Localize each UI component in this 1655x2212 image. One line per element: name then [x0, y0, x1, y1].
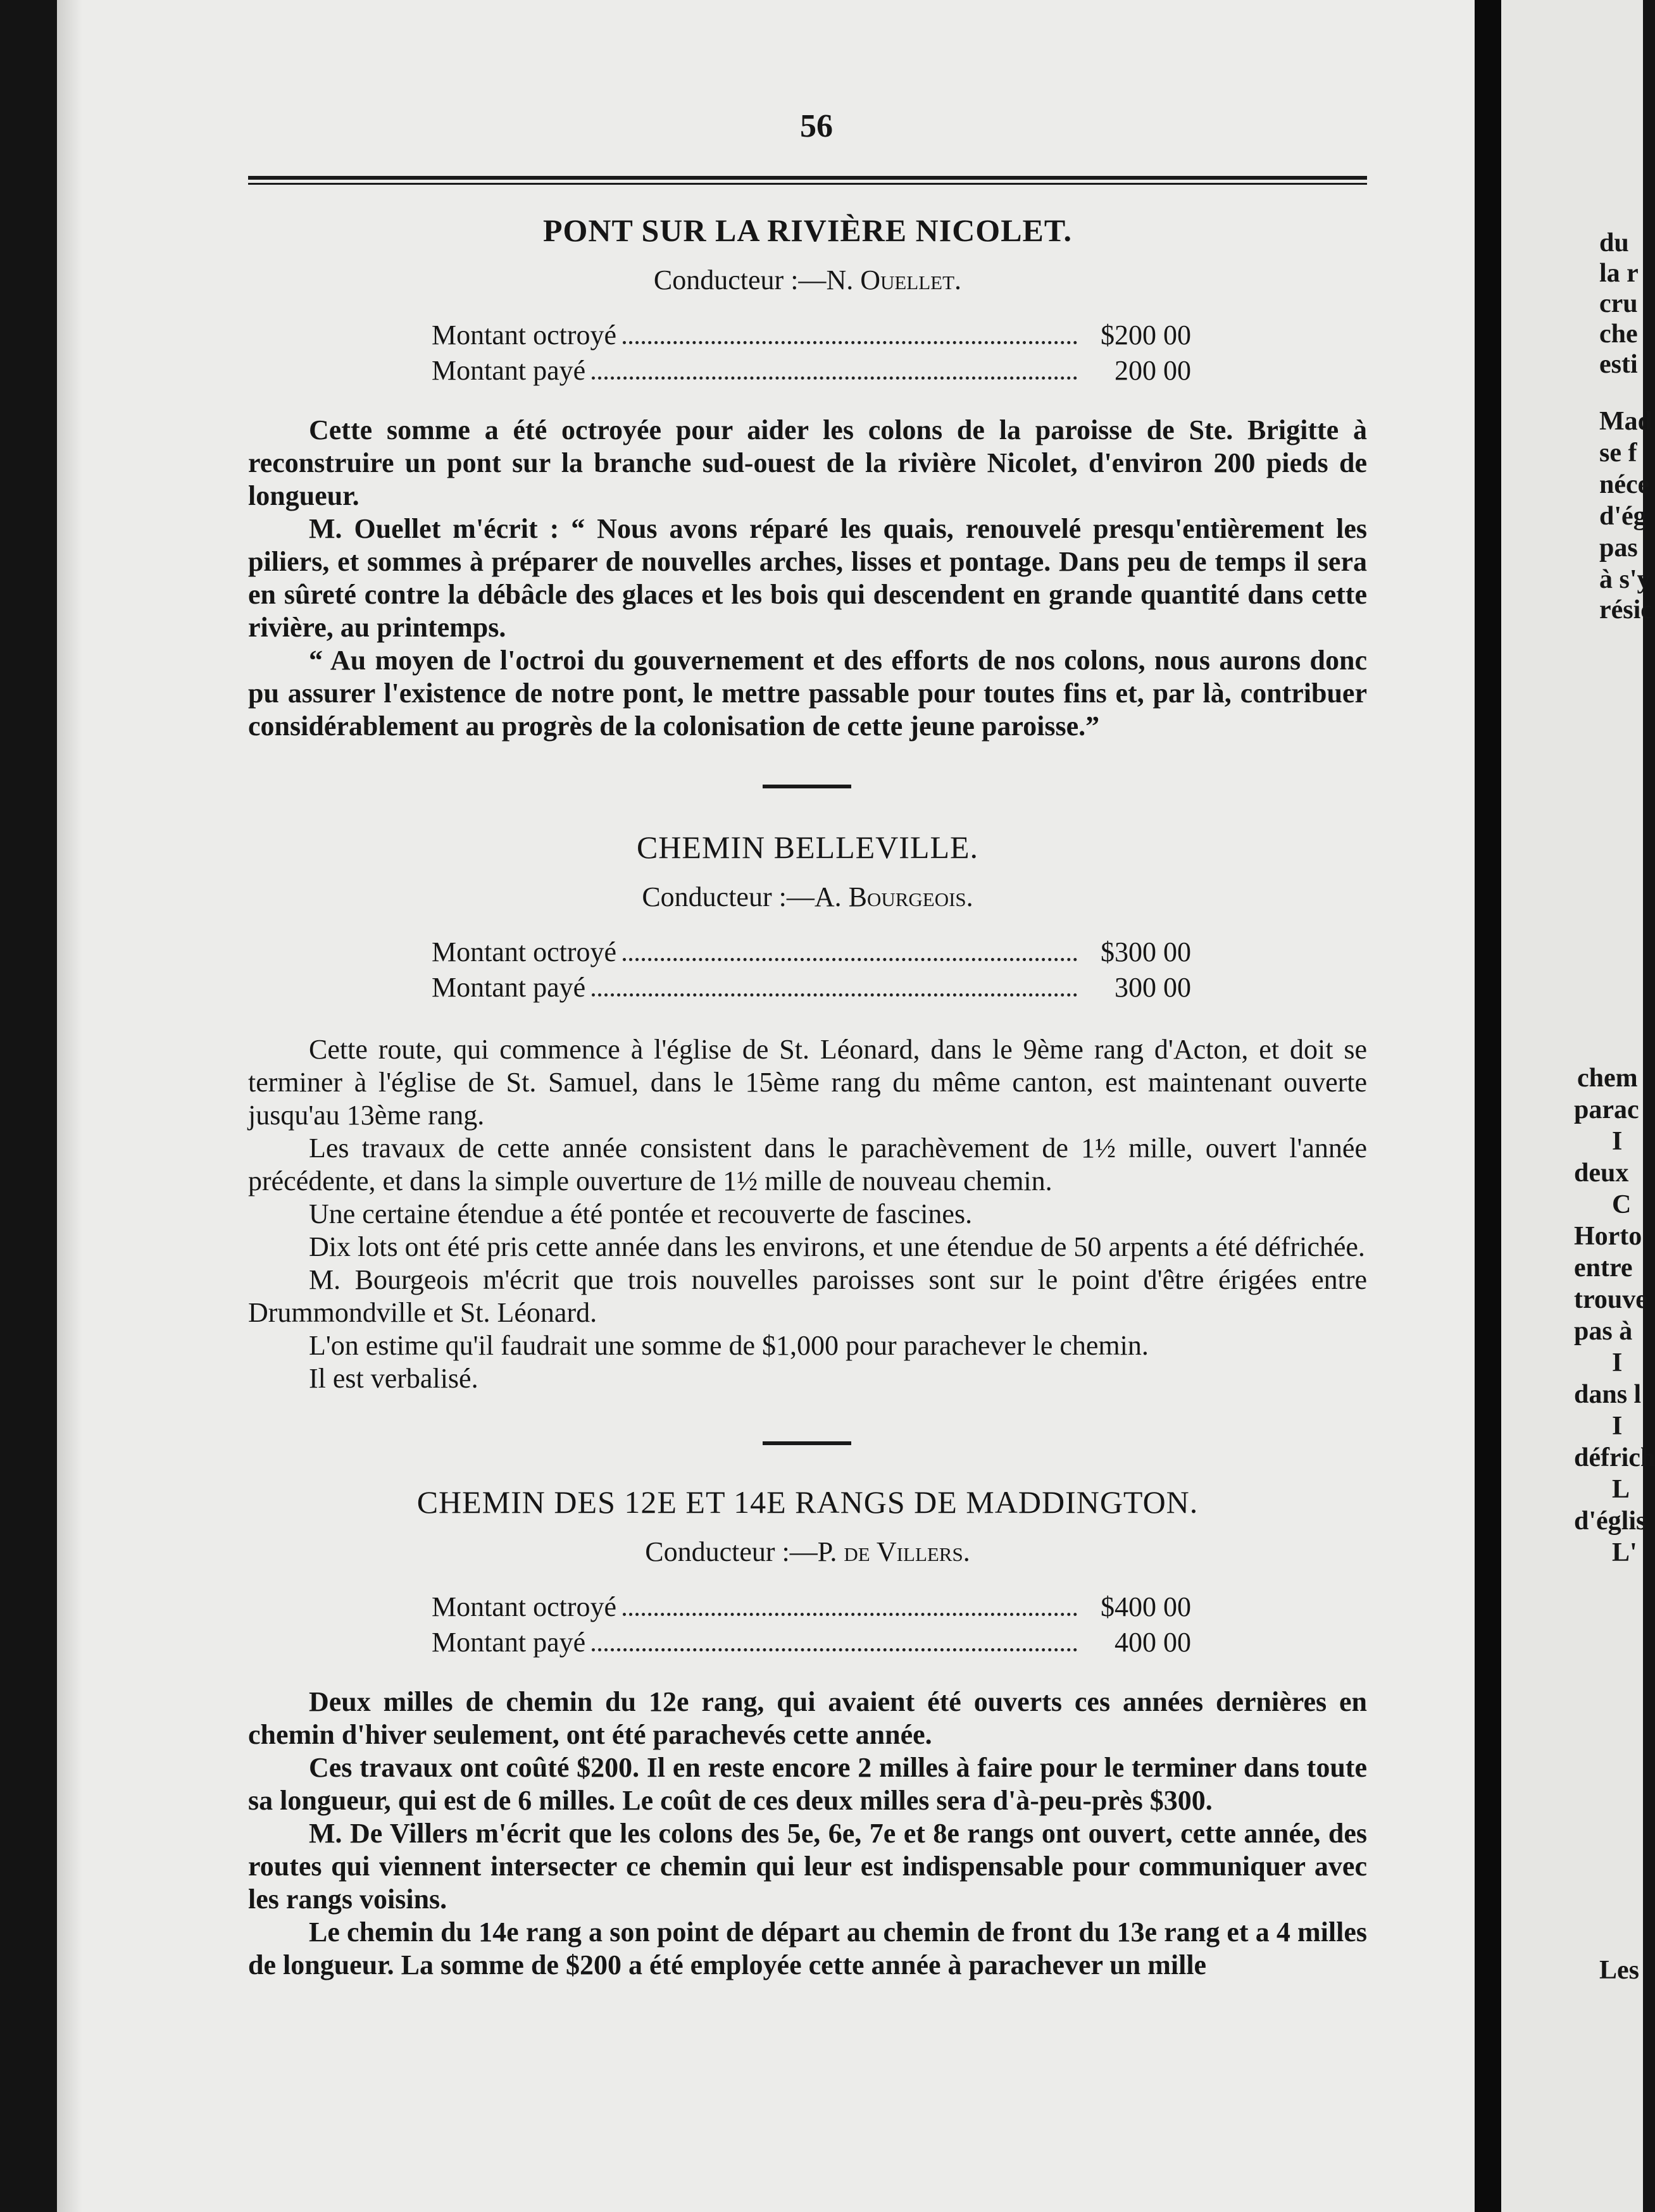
adjacent-fragment: Les [1599, 1956, 1639, 1985]
adjacent-fragment: L [1612, 1475, 1630, 1504]
amount-value: 300 00 [1115, 972, 1191, 1003]
paragraph: Deux milles de chemin du 12e rang, qui avaient été ouverts ces années dernières en chemin d'hiver seulement, ont été parachevés cette année. [248, 1686, 1367, 1750]
amount-value: $400 00 [1101, 1591, 1191, 1622]
adjacent-fragment: pas à [1574, 1317, 1633, 1346]
adjacent-fragment: L' [1612, 1538, 1637, 1567]
amount-value: $300 00 [1101, 936, 1191, 967]
conducteur-label: Conducteur :— [653, 264, 827, 295]
adjacent-fragment: Horto [1574, 1222, 1642, 1251]
adjacent-fragment: la r [1599, 259, 1639, 288]
amount-row-paye [432, 353, 1191, 388]
adjacent-fragment: résic [1599, 595, 1652, 624]
amounts-table [432, 1589, 1191, 1660]
header-double-rule [248, 176, 1367, 185]
paragraph: Ces travaux ont coûté $200. Il en reste encore 2 milles à faire pour le terminer dans toute sa longueur, qui est de 6 milles. Le coût de ces deux milles sera d'à-peu-près $300. [248, 1752, 1367, 1816]
section-body [248, 1033, 1367, 1395]
adjacent-fragment: cru [1599, 289, 1638, 318]
amount-label: Montant octroyé [432, 936, 617, 967]
section-separator [763, 1441, 851, 1445]
adjacent-fragment: chem [1577, 1064, 1638, 1093]
conducteur-line [248, 264, 1367, 296]
amount-value: 400 00 [1115, 1627, 1191, 1658]
paragraph: Dix lots ont été pris cette année dans les environs, et une étendue de 50 arpents a été défrichée. [309, 1231, 1365, 1262]
amount-label: Montant octroyé [432, 320, 617, 351]
leader-dots [592, 376, 1077, 380]
paragraph: Cette route, qui commence à l'église de St. Léonard, dans le 9ème rang d'Acton, et doit se terminer à l'église de St. Samuel, dans le 15ème rang du même canton, est maintenant ouverte jusqu'au 13ème rang. [248, 1034, 1367, 1131]
conducteur-label: Conducteur :— [642, 881, 815, 912]
adjacent-fragment: à s'y [1599, 565, 1651, 594]
amount-label: Montant octroyé [432, 1591, 617, 1622]
amount-label: Montant payé [432, 1627, 586, 1658]
book-gutter [1475, 0, 1501, 2212]
amount-value: $200 00 [1101, 320, 1191, 351]
paragraph: M. De Villers m'écrit que les colons des 5e, 6e, 7e et 8e rangs ont ouvert, cette année, des routes qui viennent intersecter ce chemin qui leur est indispensable pour communiquer avec les rangs voisins. [248, 1818, 1367, 1915]
section-chemin-maddington [248, 1484, 1367, 1982]
adjacent-fragment: trouve [1574, 1285, 1647, 1314]
paragraph: M. Bourgeois m'écrit que trois nouvelles paroisses sont sur le point d'être érigées entre Drummondville et St. Léonard. [248, 1264, 1367, 1328]
paragraph: Le chemin du 14e rang a son point de départ au chemin de front du 13e rang et a 4 milles de longueur. La somme de $200 a été employée cette année à parachever un mille [248, 1917, 1367, 1980]
amounts-table [432, 935, 1191, 1005]
paragraph: L'on estime qu'il faudrait une somme de $1,000 pour parachever le chemin. [309, 1330, 1149, 1361]
adjacent-fragment: deux [1574, 1159, 1629, 1188]
amount-value: 200 00 [1115, 355, 1191, 386]
paragraph: “ Au moyen de l'octroi du gouvernement et des efforts de nos colons, nous aurons donc pu assurer l'existence de notre pont, le mettre passable pour toutes fins et, par là, contribuer considérablement au progrès de la colonisation de cette jeune paroisse.” [248, 645, 1367, 742]
adjacent-fragment: C [1612, 1190, 1632, 1219]
section-separator [763, 785, 851, 788]
paragraph: Cette somme a été octroyée pour aider les colons de la paroisse de Ste. Brigitte à reconstruire un pont sur la branche sud-ouest de la rivière Nicolet, d'environ 200 pieds de longueur. [248, 414, 1367, 511]
leader-dots [592, 993, 1077, 997]
adjacent-fragment: néce [1599, 470, 1650, 499]
adjacent-fragment: parac [1574, 1095, 1639, 1124]
paragraph: Il est verbalisé. [309, 1363, 478, 1394]
section-title: CHEMIN BELLEVILLE. [636, 830, 979, 865]
adjacent-fragment: Mad [1599, 407, 1652, 436]
leader-dots [623, 341, 1077, 344]
adjacent-fragment: che [1599, 320, 1638, 349]
conducteur-line [248, 881, 1367, 913]
adjacent-fragment: pas [1599, 533, 1638, 562]
paragraph: Les travaux de cette année consistent dans le parachèvement de 1½ mille, ouvert l'année précédente, et dans la simple ouverture de 1½ mille de nouveau chemin. [248, 1133, 1367, 1196]
conducteur-label: Conducteur :— [645, 1536, 818, 1567]
adjacent-fragment: du [1599, 228, 1629, 258]
amount-label: Montant payé [432, 355, 586, 386]
leader-dots [592, 1648, 1077, 1651]
leader-dots [623, 958, 1077, 961]
amount-row-octroye [432, 1589, 1191, 1625]
adjacent-fragment: esti [1599, 350, 1638, 379]
adjacent-fragment: I [1612, 1348, 1623, 1377]
amount-row-octroye [432, 318, 1191, 353]
conducteur-name: P. de Villers. [817, 1536, 970, 1567]
adjacent-fragment: défrich [1574, 1443, 1655, 1472]
section-body [248, 414, 1367, 743]
conducteur-line [248, 1536, 1367, 1568]
page-number: 56 [800, 108, 833, 144]
adjacent-fragment: dans l [1574, 1380, 1642, 1409]
conducteur-name: N. Ouellet. [826, 264, 962, 295]
section-title: PONT SUR LA RIVIÈRE NICOLET. [542, 213, 1073, 248]
adjacent-fragment: d'ég [1599, 502, 1647, 531]
section-chemin-belleville [248, 829, 1367, 1395]
amount-label: Montant payé [432, 972, 586, 1003]
adjacent-fragment: I [1612, 1127, 1623, 1156]
amount-row-paye [432, 1625, 1191, 1660]
adjacent-fragment: se f [1599, 438, 1637, 468]
section-body [248, 1686, 1367, 1982]
conducteur-name: A. Bourgeois. [814, 881, 973, 912]
section-title: CHEMIN DES 12E ET 14E RANGS DE MADDINGTON. [416, 1484, 1199, 1520]
page-edge-shadow [57, 0, 82, 2212]
amounts-table [432, 318, 1191, 388]
paragraph: Une certaine étendue a été pontée et recouverte de fascines. [309, 1198, 973, 1229]
adjacent-fragment: entre [1574, 1253, 1633, 1283]
amount-row-octroye [432, 935, 1191, 970]
paragraph: M. Ouellet m'écrit : “ Nous avons réparé les quais, renouvelé presqu'entièrement les piliers, et sommes à préparer de nouvelles arches, lisses et pontage. Dans peu de temps il sera en sûreté contre la débâcle des glaces et les bois qui descendent en grande quantité dans cette rivière, au printemps. [248, 513, 1367, 643]
leader-dots [623, 1613, 1077, 1616]
adjacent-fragment: I [1612, 1412, 1623, 1441]
amount-row-paye [432, 970, 1191, 1005]
section-pont-nicolet [248, 212, 1367, 743]
adjacent-fragment: d'églis [1574, 1507, 1647, 1536]
adjacent-page [1501, 0, 1655, 2212]
